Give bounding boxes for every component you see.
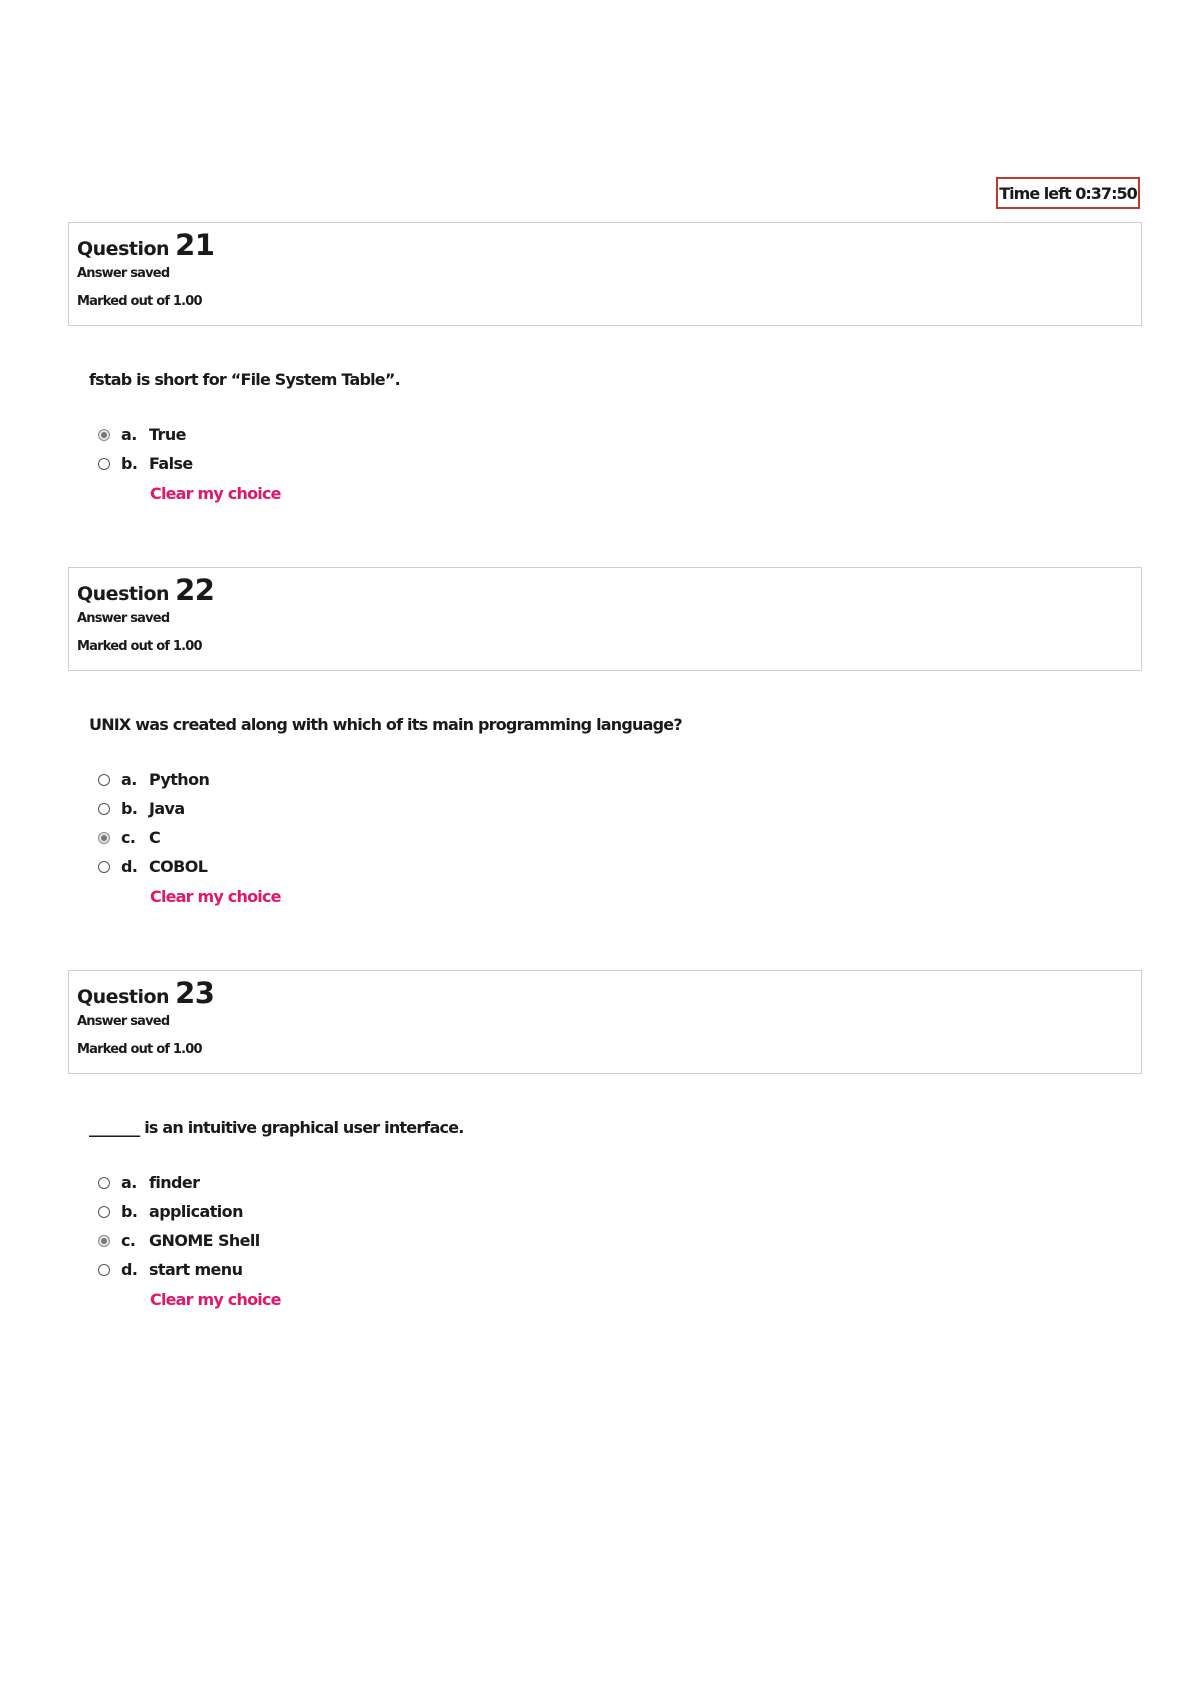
question-word: Question <box>77 583 170 605</box>
answer-option-c[interactable] <box>98 1226 1142 1255</box>
option-letter: d. <box>121 1260 138 1279</box>
option-text: Java <box>149 799 185 818</box>
timer-label: Time left <box>999 183 1071 203</box>
clear-my-choice-link[interactable]: Clear my choice <box>150 484 281 503</box>
radio-button[interactable] <box>98 774 110 786</box>
question-word: Question <box>77 986 170 1008</box>
answer-option-b[interactable] <box>98 449 1142 478</box>
option-letter: a. <box>121 1173 137 1192</box>
answer-options <box>98 765 1142 906</box>
question-text <box>89 1118 1142 1138</box>
time-left-timer <box>996 177 1140 209</box>
answer-options <box>98 420 1142 503</box>
question-number <box>77 575 1141 605</box>
clear-my-choice-link[interactable]: Clear my choice <box>150 1290 281 1309</box>
timer-value: 0:37:50 <box>1075 183 1137 203</box>
question-number-value: 23 <box>175 976 215 1010</box>
option-letter: a. <box>121 770 137 789</box>
answer-option-d[interactable] <box>98 1255 1142 1284</box>
question-text: fstab is short for “File System Table”. <box>89 370 400 389</box>
radio-button-selected[interactable] <box>98 429 110 441</box>
question-number-value: 22 <box>175 573 215 607</box>
radio-button[interactable] <box>98 861 110 873</box>
answer-options <box>98 1168 1142 1309</box>
radio-button[interactable] <box>98 458 110 470</box>
option-text: False <box>149 454 193 473</box>
option-text: finder <box>149 1173 200 1192</box>
option-letter: c. <box>121 828 136 847</box>
radio-button[interactable] <box>98 803 110 815</box>
radio-button-selected[interactable] <box>98 1235 110 1247</box>
question-info-box <box>68 222 1142 326</box>
radio-button-selected[interactable] <box>98 832 110 844</box>
option-text: start menu <box>149 1260 243 1279</box>
question-grade: Marked out of 1.00 <box>77 1042 202 1057</box>
option-letter: d. <box>121 857 138 876</box>
blank-prefix: _______ <box>89 1118 140 1137</box>
answer-option-b[interactable] <box>98 1197 1142 1226</box>
option-text: Python <box>149 770 210 789</box>
question-number <box>77 978 1141 1008</box>
clear-my-choice-link[interactable]: Clear my choice <box>150 887 281 906</box>
question-number <box>77 230 1141 260</box>
question-info-box <box>68 567 1142 671</box>
question-block <box>68 970 1142 1309</box>
question-grade: Marked out of 1.00 <box>77 294 202 309</box>
question-block <box>68 222 1142 503</box>
option-text: COBOL <box>149 857 208 876</box>
answer-option-d[interactable] <box>98 852 1142 881</box>
answer-option-a[interactable] <box>98 1168 1142 1197</box>
option-letter: b. <box>121 799 138 818</box>
answer-option-a[interactable] <box>98 420 1142 449</box>
question-block <box>68 567 1142 906</box>
option-text: GNOME Shell <box>149 1231 260 1250</box>
option-text: True <box>149 425 186 444</box>
radio-button[interactable] <box>98 1264 110 1276</box>
question-text: UNIX was created along with which of its main programming language? <box>89 715 682 734</box>
question-text-body: is an intuitive graphical user interface. <box>144 1118 464 1137</box>
question-word: Question <box>77 238 170 260</box>
question-grade: Marked out of 1.00 <box>77 639 202 654</box>
radio-button[interactable] <box>98 1177 110 1189</box>
option-text: C <box>149 828 161 847</box>
option-letter: b. <box>121 1202 138 1221</box>
question-state: Answer saved <box>77 1014 170 1029</box>
option-letter: c. <box>121 1231 136 1250</box>
option-letter: b. <box>121 454 138 473</box>
option-text: application <box>149 1202 243 1221</box>
option-letter: a. <box>121 425 137 444</box>
radio-button[interactable] <box>98 1206 110 1218</box>
answer-option-a[interactable] <box>98 765 1142 794</box>
answer-option-c[interactable] <box>98 823 1142 852</box>
question-state: Answer saved <box>77 266 170 281</box>
question-state: Answer saved <box>77 611 170 626</box>
question-info-box <box>68 970 1142 1074</box>
question-number-value: 21 <box>175 228 215 262</box>
answer-option-b[interactable] <box>98 794 1142 823</box>
